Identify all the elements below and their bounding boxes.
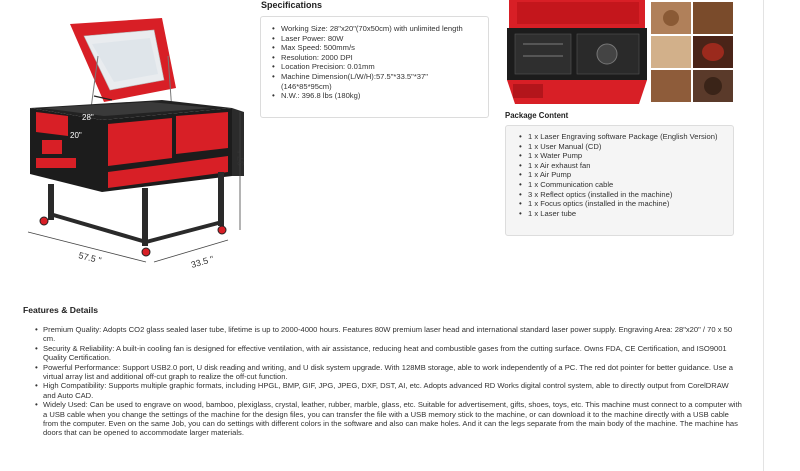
- package-item: • 1 x Air exhaust fan: [528, 161, 725, 171]
- spec-item: • Laser Power: 80W: [281, 34, 480, 44]
- width-dimension-label: 57.5 ": [77, 250, 103, 266]
- height-dimension-label: 37 ": [236, 150, 246, 166]
- package-item: • 1 x User Manual (CD): [528, 142, 725, 152]
- feature-item: • Premium Quality: Adopts CO2 glass sealed laser tube, lifetime is up to 2000-4000 hours. Features 80W premium laser head and international standard laser power supply. Engraving Area: 28"x20" / 70 x 50 cm.: [43, 325, 743, 344]
- package-content-list: [528, 132, 725, 218]
- package-item: • 1 x Focus optics (installed in the machine): [528, 199, 725, 209]
- feature-item: • Powerful Performance: Support USB2.0 port, U disk reading and writing, and U disk system upgrade. With 128MB storage, able to work independently of a PC. The red dot pointer for better guidance. Use a virtual array list and additional off-cut graph to realize the off-cut function.: [43, 363, 743, 382]
- package-item: • 1 x Air Pump: [528, 170, 725, 180]
- machine-interior-photo: [503, 0, 735, 106]
- package-item: • 1 x Communication cable: [528, 180, 725, 190]
- features-title: Features & Details: [23, 305, 98, 315]
- laser-engraver-image: [22, 16, 254, 272]
- features-list: [43, 325, 743, 438]
- feature-item: • High Compatibility: Supports multiple graphic formats, including HPGL, BMP, GIF, JPG, JPEG, DXF, DST, AI, etc. Adopts advanced RD Works digital control system, able to directly output from CorelDRAW and Auto CAD.: [43, 381, 743, 400]
- depth-dimension-label: 33.5 ": [189, 253, 215, 270]
- bed-depth-label: 20": [70, 131, 82, 140]
- package-item: • 3 x Reflect optics (installed in the machine): [528, 190, 725, 200]
- spec-item: • Resolution: 2000 DPI: [281, 53, 480, 63]
- feature-item: • Security & Reliability: A built-in cooling fan is designed for effective ventilation, with air assistance, reducing heat and combustible gases from the cutting surface. Owns FDA, CE Certification, and ISO9001 Quality Certification.: [43, 344, 743, 363]
- package-content-box: [505, 125, 734, 236]
- bed-width-label: 28": [82, 113, 94, 122]
- specifications-box: [260, 16, 489, 118]
- spec-item: • Max Speed: 500mm/s: [281, 43, 480, 53]
- spec-item: • N.W.: 396.8 lbs (180kg): [281, 91, 480, 101]
- spec-item: • Machine Dimension(L/W/H):57.5"*33.5"*37" (146*85*95cm): [281, 72, 480, 91]
- package-item: • 1 x Water Pump: [528, 151, 725, 161]
- package-item: • 1 x Laser Engraving software Package (English Version): [528, 132, 725, 142]
- feature-item: • Widely Used: Can be used to engrave on wood, bamboo, plexiglass, crystal, leather, rubber, marble, glass, etc. Suitable for advertisement, gifts, shoes, toys, etc. This machine must connect to a computer with a USB cable when you change the settings of the machine for the design files, you can transfer the file with a USB memory stick to the machine, or can download it to the machine directly with a USB cable from the computer. Even on the same Job, you can do settings with different colors in the software and also can make holes. And it can the legs separate from the main body of the machine. The machine has doors that can be opened to accommodate larger materials.: [43, 400, 743, 438]
- spec-item: • Working Size: 28"x20"(70x50cm) with unlimited length: [281, 24, 480, 34]
- package-item: • 1 x Laser tube: [528, 209, 725, 219]
- spec-item: • Location Precision: 0.01mm: [281, 62, 480, 72]
- package-content-title: Package Content: [505, 111, 569, 120]
- specifications-title: Specifications: [261, 0, 323, 10]
- specifications-list: [281, 24, 480, 101]
- page-divider: [763, 0, 764, 471]
